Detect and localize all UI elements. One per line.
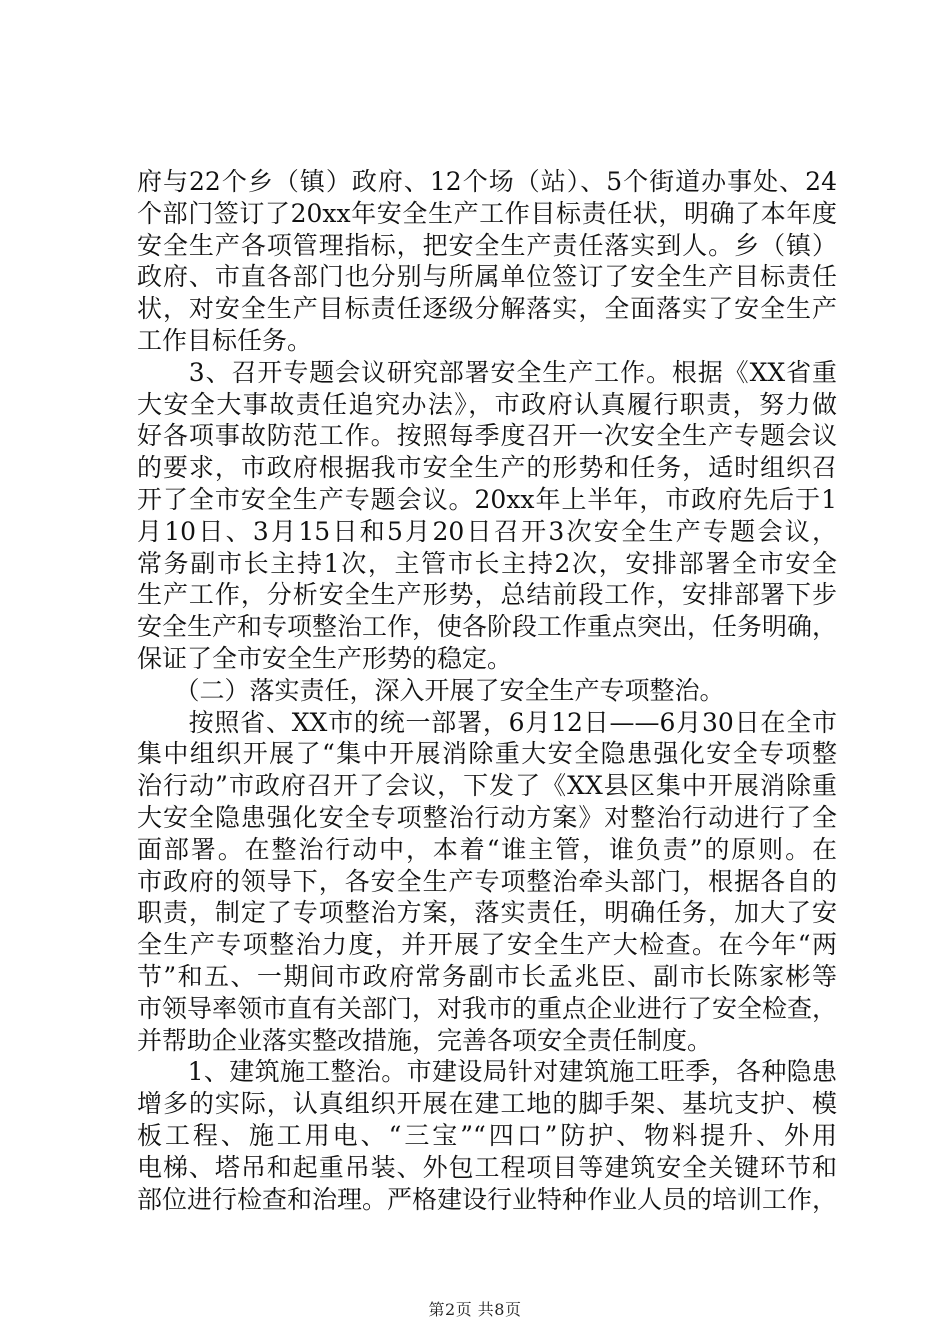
text-line: 部位进行检查和治理。严格建设行业特种作业人员的培训工作， bbox=[137, 1184, 838, 1214]
text-line: 府与22个乡（镇）政府、12个场（站）、5个街道办事处、24 bbox=[137, 167, 837, 196]
section-heading: （二）落实责任，深入开展了安全生产专项整治。 bbox=[137, 675, 725, 705]
text-line: 状，对安全生产目标责任逐级分解落实，全面落实了安全生产 bbox=[137, 294, 837, 324]
text-line: 1、建筑施工整治。市建设局针对建筑施工旺季，各种隐患 bbox=[137, 1057, 837, 1087]
text-line: 大安全大事故责任追究办法》，市政府认真履行职责，努力做 bbox=[137, 389, 837, 419]
text-line: 个部门签订了20xx年安全生产工作目标责任状，明确了本年度 bbox=[137, 198, 837, 228]
text-line: 安全生产和专项整治工作，使各阶段工作重点突出，任务明确， bbox=[137, 612, 838, 642]
text-line: 职责，制定了专项整治方案，落实责任，明确任务，加大了安 bbox=[137, 898, 837, 928]
text-line: 按照省、XX市的统一部署，6月12日——6月30日在全市 bbox=[137, 707, 837, 737]
text-line: 开了全市安全生产专题会议。20xx年上半年，市政府先后于1 bbox=[137, 484, 837, 514]
text-line: 常务副市长主持1次，主管市长主持2次，安排部署全市安全 bbox=[137, 548, 837, 578]
text-line: 集中组织开展了“集中开展消除重大安全隐患强化安全专项整 bbox=[137, 739, 837, 769]
text-line: 的要求，市政府根据我市安全生产的形势和任务，适时组织召 bbox=[137, 453, 837, 483]
text-line: 安全生产各项管理指标，把安全生产责任落实到人。乡（镇） bbox=[137, 230, 837, 260]
text-line: 面部署。在整治行动中，本着“谁主管，谁负责”的原则。在 bbox=[137, 834, 837, 864]
text-line: 月10日、3月15日和5月20日召开3次安全生产专题会议， bbox=[137, 516, 837, 546]
page-number-footer: 第2页 共8页 bbox=[428, 1300, 522, 1319]
text-line: 并帮助企业落实整改措施，完善各项安全责任制度。 bbox=[137, 1025, 713, 1055]
text-line: 大安全隐患强化安全专项整治行动方案》对整治行动进行了全 bbox=[137, 802, 837, 832]
body-text bbox=[137, 166, 837, 1215]
text-line: 工作目标任务。 bbox=[137, 325, 313, 355]
text-line: 生产工作，分析安全生产形势，总结前段工作，安排部署下步 bbox=[137, 580, 837, 610]
text-line: 好各项事故防范工作。按照每季度召开一次安全生产专题会议 bbox=[137, 421, 837, 451]
text-line: 3、召开专题会议研究部署安全生产工作。根据《XX省重 bbox=[137, 357, 837, 387]
text-line: 全生产专项整治力度，并开展了安全生产大检查。在今年“两 bbox=[137, 930, 837, 960]
text-line: 保证了全市安全生产形势的稳定。 bbox=[137, 643, 513, 673]
text-line: 市领导率领市直有关部门，对我市的重点企业进行了安全检查， bbox=[137, 993, 838, 1023]
text-line: 政府、市直各部门也分别与所属单位签订了安全生产目标责任 bbox=[137, 262, 837, 292]
text-line: 治行动”市政府召开了会议，下发了《XX县区集中开展消除重 bbox=[137, 771, 837, 801]
text-line: 增多的实际，认真组织开展在建工地的脚手架、基坑支护、模 bbox=[137, 1089, 837, 1119]
text-line: 电梯、塔吊和起重吊装、外包工程项目等建筑安全关键环节和 bbox=[137, 1152, 837, 1182]
text-line: 节”和五、一期间市政府常务副市长孟兆臣、副市长陈家彬等 bbox=[137, 961, 837, 991]
text-line: 市政府的领导下，各安全生产专项整治牵头部门，根据各自的 bbox=[137, 866, 837, 896]
text-line: 板工程、施工用电、“三宝”“四口”防护、物料提升、外用 bbox=[137, 1120, 837, 1150]
